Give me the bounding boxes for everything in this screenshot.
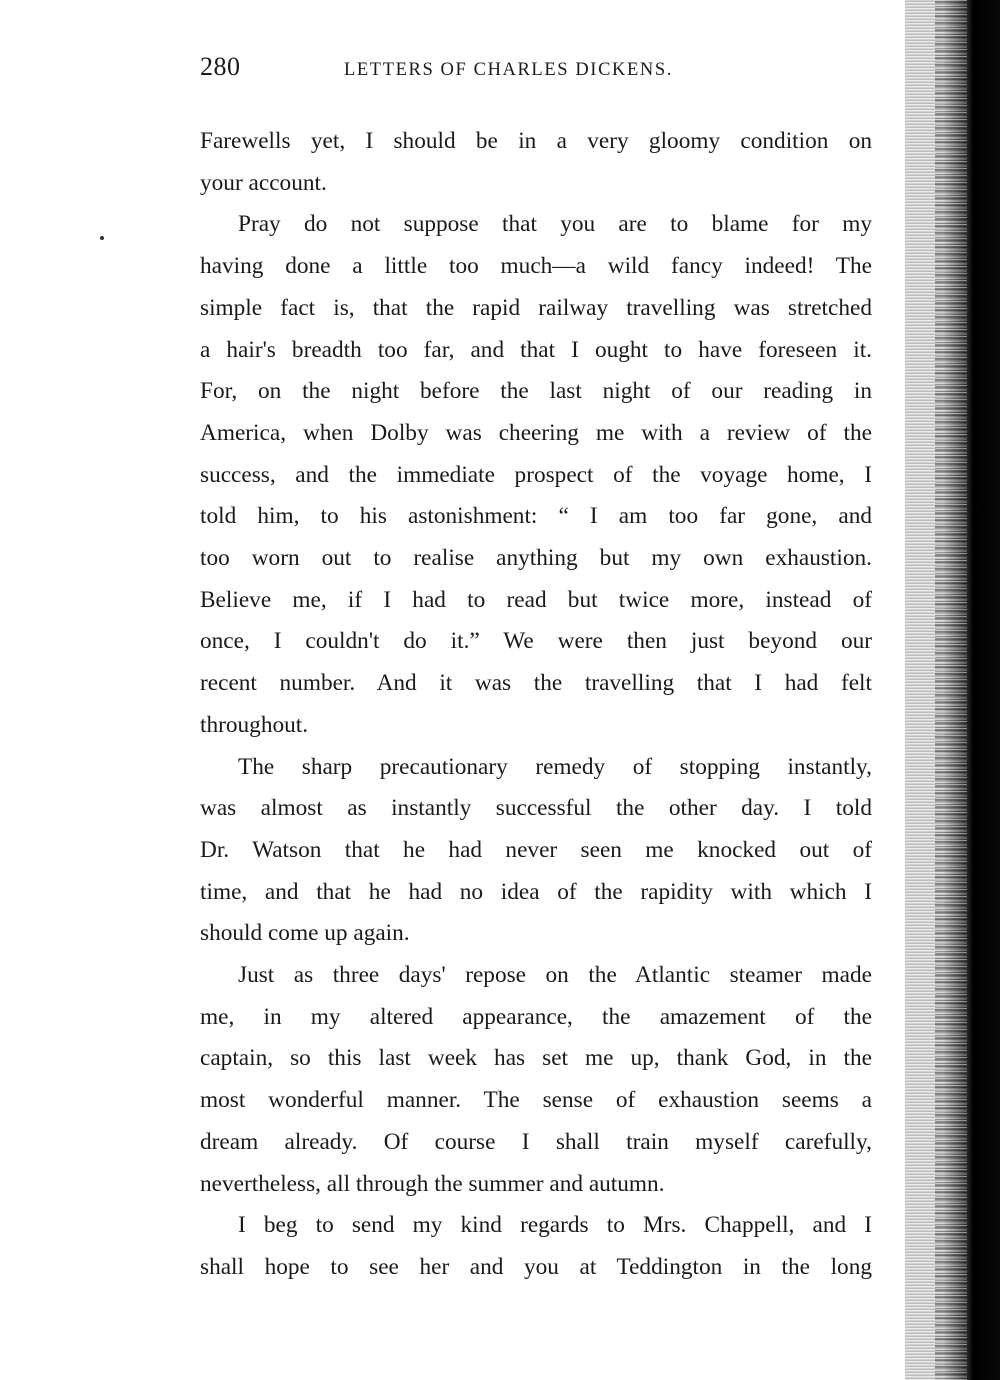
text-line: Just as three days' repose on the Atlantic steamer made (238, 962, 872, 989)
page-number: 280 (200, 52, 241, 81)
paragraph (200, 204, 872, 746)
paragraph (200, 121, 872, 204)
paragraph (200, 955, 872, 1205)
running-head: LETTERS OF CHARLES DICKENS. (344, 60, 673, 80)
text-line: Pray do not suppose that you are to blame for my (238, 211, 872, 238)
text-line: most wonderful manner. The sense of exhaustion seems a (200, 1087, 872, 1114)
text-line: simple fact is, that the rapid railway travelling was stretched (200, 294, 872, 321)
text-line: time, and that he had no idea of the rapidity with which I (200, 878, 872, 905)
text-line: captain, so this last week has set me up, thank God, in the (200, 1045, 872, 1072)
text-line: having done a little too much—a wild fancy indeed! The (200, 253, 872, 280)
text-line: For, on the night before the last night of our reading in (200, 378, 872, 405)
page-header (200, 52, 880, 96)
text-line: Farewells yet, I should be in a very gloomy condition on (200, 128, 872, 154)
text-line: America, when Dolby was cheering me with a review of the (200, 419, 872, 446)
text-line: a hair's breadth too far, and that I ought to have foreseen it. (200, 336, 872, 363)
text-line: nevertheless, all through the summer and autumn. (200, 1170, 665, 1197)
text-line: I beg to send my kind regards to Mrs. Chappell, and I (238, 1212, 872, 1239)
text-line: should come up again. (200, 920, 410, 947)
text-line: dream already. Of course I shall train myself carefully, (200, 1128, 872, 1155)
text-line: once, I couldn't do it.” We were then just beyond our (200, 628, 872, 655)
scanned-book-gutter (905, 0, 1000, 1380)
text-line: your account. (200, 169, 327, 196)
text-line: recent number. And it was the travelling that I had felt (200, 670, 872, 697)
text-line: was almost as instantly successful the other day. I told (200, 795, 872, 822)
text-line: success, and the immediate prospect of the voyage home, I (200, 461, 872, 488)
text-line: throughout. (200, 711, 309, 738)
text-line: me, in my altered appearance, the amazement of the (200, 1003, 872, 1030)
text-line: Dr. Watson that he had never seen me knocked out of (200, 836, 872, 863)
text-line: Believe me, if I had to read but twice more, instead of (200, 586, 872, 613)
text-line: shall hope to see her and you at Teddington in the long (200, 1253, 872, 1280)
paragraph (200, 747, 872, 956)
paragraph (200, 1205, 872, 1288)
ink-speck (100, 236, 104, 240)
text-line: told him, to his astonishment: “ I am too far gone, and (200, 503, 872, 530)
body-text (200, 121, 872, 1289)
text-line: The sharp precautionary remedy of stopping instantly, (238, 753, 872, 780)
text-line: too worn out to realise anything but my own exhaustion. (200, 545, 872, 572)
